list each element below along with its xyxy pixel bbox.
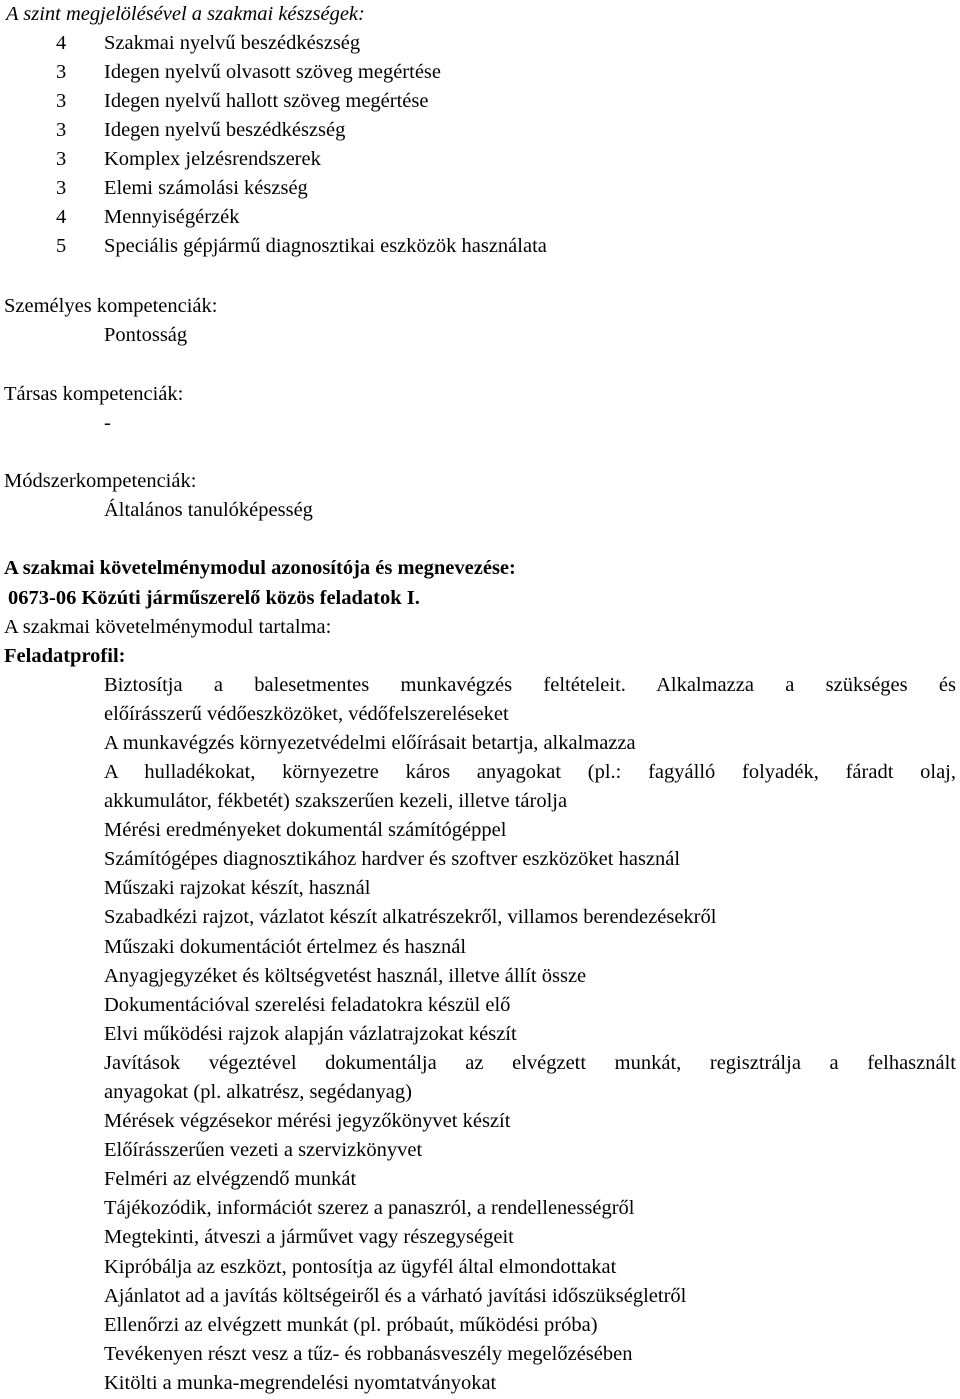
skill-level: 3 <box>56 148 67 170</box>
skill-level: 5 <box>56 235 67 257</box>
skill-level: 3 <box>56 177 67 199</box>
social-competencies-heading: Társas kompetenciák: <box>4 383 184 405</box>
task-item-continuation: anyagokat (pl. alkatrész, segédanyag) <box>104 1081 412 1103</box>
task-item: Megtekinti, átveszi a járművet vagy részegységeit <box>104 1226 514 1248</box>
skill-name: Idegen nyelvű hallott szöveg megértése <box>104 90 429 112</box>
feladatprofil-heading: Feladatprofil: <box>4 645 126 667</box>
module-content-heading: A szakmai követelménymodul tartalma: <box>4 616 332 638</box>
skill-level: 4 <box>56 206 67 228</box>
task-item: Tevékenyen részt vesz a tűz- és robbanásveszély megelőzésében <box>104 1343 633 1365</box>
task-item: Tájékozódik, információt szerez a panaszról, a rendellenességről <box>104 1197 635 1219</box>
task-item-continuation: előírásszerű védőeszközöket, védőfelszereléseket <box>104 703 509 725</box>
task-item: Kitölti a munka-megrendelési nyomtatványokat <box>104 1372 497 1394</box>
task-item: Biztosítja a balesetmentes munkavégzés feltételeit. Alkalmazza a szükséges és <box>104 674 956 696</box>
personal-competencies-value: Pontosság <box>104 324 188 346</box>
module-id-heading: A szakmai követelménymodul azonosítója és megnevezése: <box>4 557 516 579</box>
skill-level: 4 <box>56 32 67 54</box>
task-item: Dokumentációval szerelési feladatokra készül elő <box>104 994 511 1016</box>
task-item: A munkavégzés környezetvédelmi előírásait betartja, alkalmazza <box>104 732 636 754</box>
skill-name: Komplex jelzésrendszerek <box>104 148 321 170</box>
skill-name: Elemi számolási készség <box>104 177 308 199</box>
skill-name: Mennyiségérzék <box>104 206 240 228</box>
task-item: Szabadkézi rajzot, vázlatot készít alkatrészekről, villamos berendezésekről <box>104 906 717 928</box>
task-item: Előírásszerűen vezeti a szervizkönyvet <box>104 1139 423 1161</box>
task-item: Ajánlatot ad a javítás költségeiről és a várható javítási időszükségletről <box>104 1285 687 1307</box>
task-item: Kipróbálja az eszközt, pontosítja az ügyfél által elmondottakat <box>104 1256 617 1278</box>
task-item: Mérések végzésekor mérési jegyzőkönyvet készít <box>104 1110 511 1132</box>
social-competencies-value: - <box>104 412 111 434</box>
method-competencies-value: Általános tanulóképesség <box>104 499 313 521</box>
task-item: Anyagjegyzéket és költségvetést használ, illetve állít össze <box>104 965 587 987</box>
task-item: Ellenőrzi az elvégzett munkát (pl. próbaút, működési próba) <box>104 1314 598 1336</box>
task-item: A hulladékokat, környezetre káros anyagokat (pl.: fagyálló folyadék, fáradt olaj, <box>104 761 956 783</box>
skill-level: 3 <box>56 119 67 141</box>
skill-name: Idegen nyelvű olvasott szöveg megértése <box>104 61 441 83</box>
task-item: Műszaki dokumentációt értelmez és használ <box>104 936 467 958</box>
task-item-continuation: akkumulátor, fékbetét) szakszerűen kezeli, illetve tárolja <box>104 790 568 812</box>
task-item: Javítások végeztével dokumentálja az elvégzett munkát, regisztrálja a felhasznált <box>104 1052 956 1074</box>
module-id-name: 0673-06 Közúti járműszerelő közös feladatok I. <box>8 587 420 609</box>
task-item: Mérési eredményeket dokumentál számítógéppel <box>104 819 507 841</box>
skill-name: Idegen nyelvű beszédkészség <box>104 119 346 141</box>
skills-heading: A szint megjelölésével a szakmai készségek: <box>6 3 365 25</box>
skill-name: Speciális gépjármű diagnosztikai eszközök használata <box>104 235 547 257</box>
personal-competencies-heading: Személyes kompetenciák: <box>4 295 218 317</box>
skill-level: 3 <box>56 61 67 83</box>
skill-name: Szakmai nyelvű beszédkészség <box>104 32 361 54</box>
skill-level: 3 <box>56 90 67 112</box>
method-competencies-heading: Módszerkompetenciák: <box>4 470 197 492</box>
task-item: Elvi működési rajzok alapján vázlatrajzokat készít <box>104 1023 517 1045</box>
task-item: Számítógépes diagnosztikához hardver és szoftver eszközöket használ <box>104 848 681 870</box>
task-item: Felméri az elvégzendő munkát <box>104 1168 357 1190</box>
task-item: Műszaki rajzokat készít, használ <box>104 877 371 899</box>
